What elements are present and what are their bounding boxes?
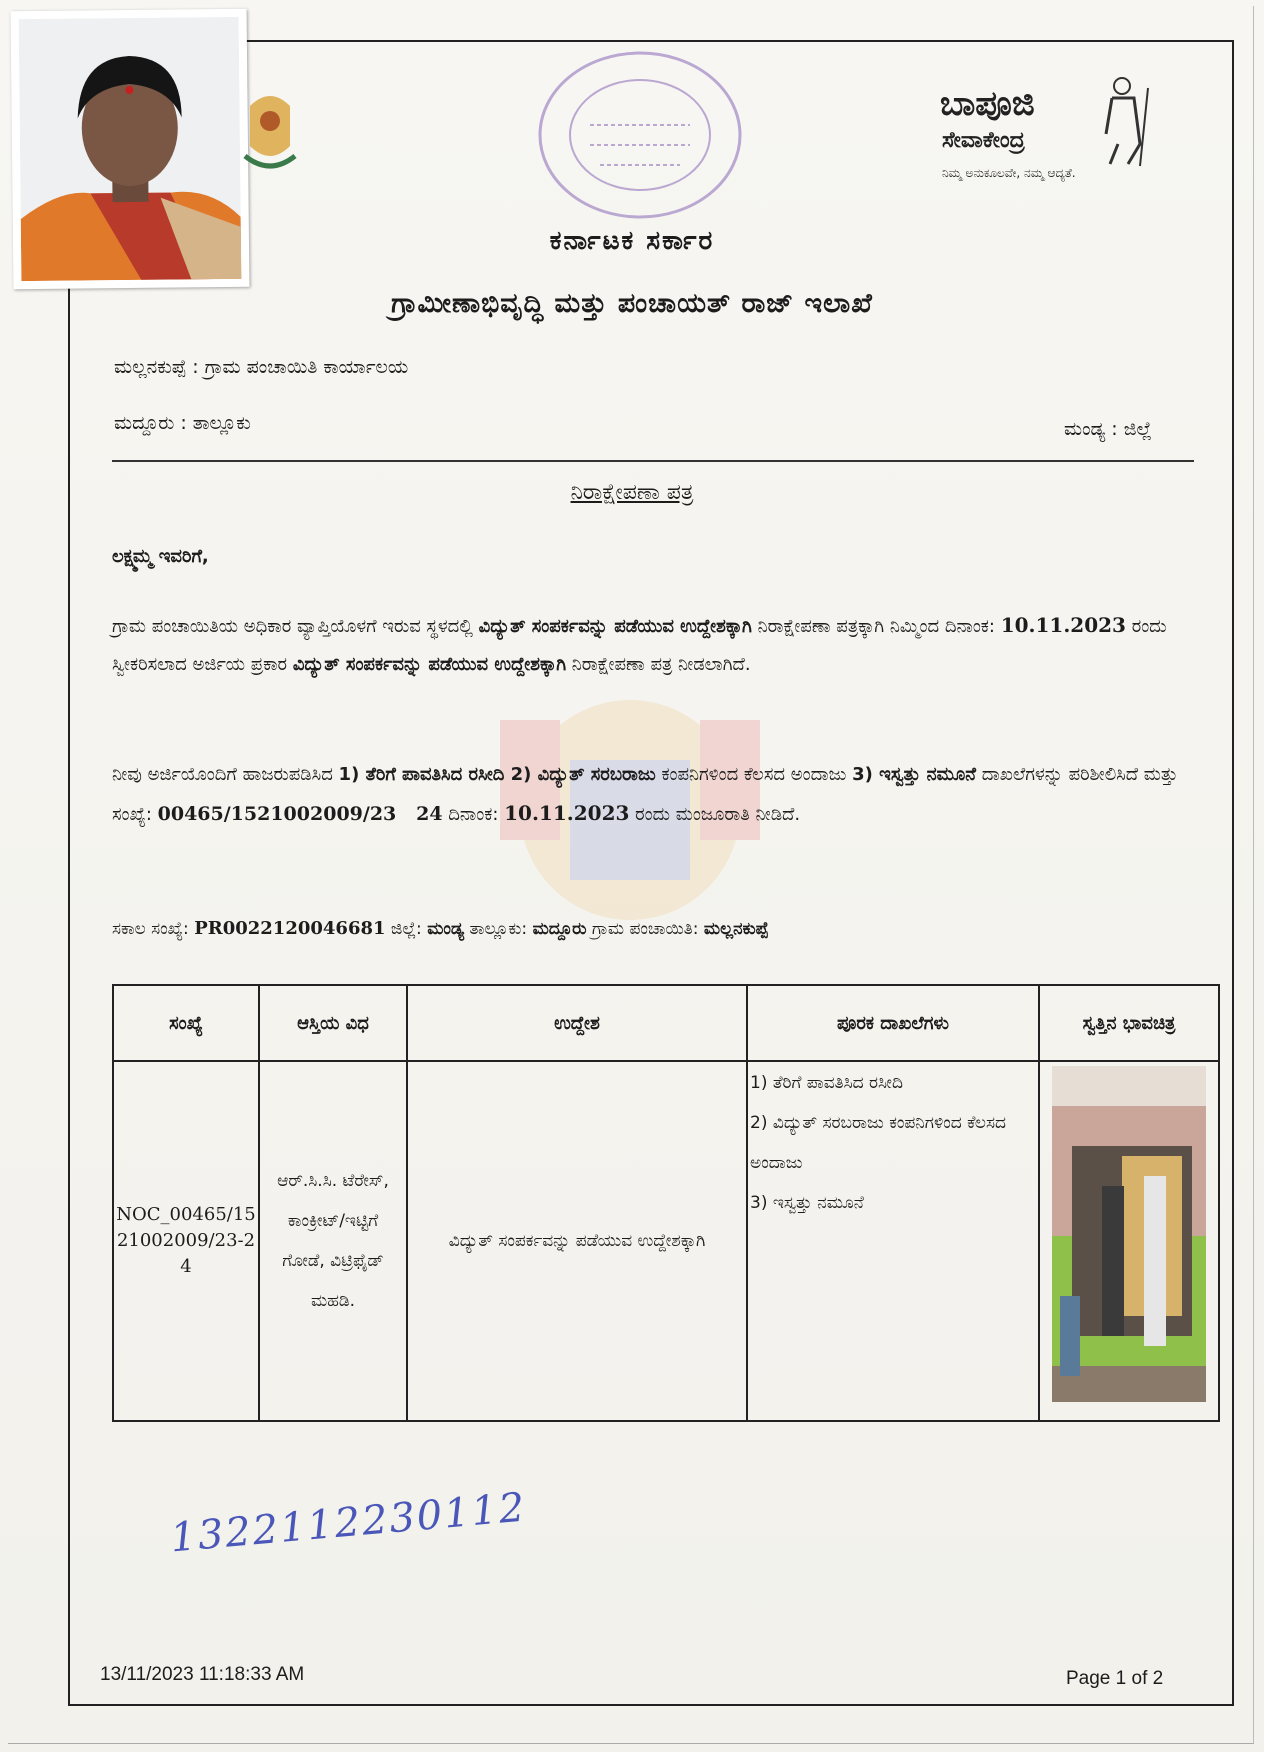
office-seal-stamp — [530, 40, 760, 234]
noc-table — [112, 984, 1220, 1422]
para1-text-c: ನಿರಾಕ್ಷೇಪಣಾ ಪತ್ರಕ್ಕಾಗಿ ನಿಮ್ಮಿಂದ ದಿನಾಂಕ: — [751, 616, 1001, 637]
para2-number: 00465/1521002009/23 24 — [157, 803, 443, 825]
sakala-taluk-label: ತಾಲ್ಲೂಕು: — [464, 919, 533, 939]
gandhi-figure-icon — [1090, 74, 1160, 169]
header-divider — [112, 460, 1194, 462]
table-row — [113, 1061, 1219, 1421]
paragraph-2 — [112, 756, 1192, 834]
para1-purpose-bold: ವಿದ್ಯುತ್ ಸಂಪರ್ಕವನ್ನು ಪಡೆಯುವ ಉದ್ದೇಶಕ್ಕಾಗಿ — [478, 616, 752, 637]
department-title: ಗ್ರಾಮೀಣಾಭಿವೃದ್ಧಿ ಮತ್ತು ಪಂಚಾಯತ್ ರಾಜ್ ಇಲಾಖೆ — [391, 288, 873, 319]
karnataka-emblem-icon — [240, 86, 300, 180]
bapuji-sevakendra-logo — [930, 74, 1160, 194]
govt-title: ಕರ್ನಾಟಕ ಸರ್ಕಾರ — [549, 226, 715, 256]
taluk-line: ಮದ್ದೂರು : ತಾಲ್ಲೂಕು — [114, 412, 251, 434]
col-header-documents: ಪೂರಕ ದಾಖಲೆಗಳು — [747, 985, 1039, 1061]
para2-text-e: ದಾಖಲೆಗಳನ್ನು ಪರಿಶೀಲಿಸಿದೆ ಮತ್ತು ಸಂಖ್ಯೆ: — [112, 764, 1178, 825]
para2-text-g: ರಂದು ಮಂಜೂರಾತಿ ನೀಡಿದೆ. — [629, 804, 801, 825]
sakala-gp-label: ಗ್ರಾಮ ಪಂಚಾಯಿತಿ: — [586, 919, 704, 939]
doc-item-2: 2) ವಿದ್ಯುತ್ ಸರಬರಾಜು ಕಂಪನಿಗಳಿಂದ ಕೆಲಸದ ಅಂದಾಜು — [750, 1113, 1006, 1173]
col-header-property-type: ಆಸ್ತಿಯ ವಿಧ — [259, 985, 407, 1061]
para2-docs-bold-2: 3) ಇಸ್ವತ್ತು ನಮೂನೆ — [852, 764, 977, 785]
office-line: ಮಲ್ಲನಕುಪ್ಪೆ : ಗ್ರಾಮ ಪಂಚಾಯಿತಿ ಕಾರ್ಯಾಲಯ — [114, 356, 409, 378]
cell-purpose: ವಿದ್ಯುತ್ ಸಂಪರ್ಕವನ್ನು ಪಡೆಯುವ ಉದ್ದೇಶಕ್ಕಾಗಿ — [407, 1061, 747, 1421]
para2-text-f: ದಿನಾಂಕ: — [442, 804, 505, 825]
table-header-row — [113, 985, 1219, 1061]
sakala-line — [112, 910, 1192, 948]
col-header-number: ಸಂಖ್ಯೆ — [113, 985, 259, 1061]
district-line: ಮಂಡ್ಯ : ಜಿಲ್ಲೆ — [1064, 418, 1152, 440]
para1-text-d: ರಂದು ಸ್ವೀಕರಿಸಲಾದ ಅರ್ಜಿಯ ಪ್ರಕಾರ — [112, 616, 1167, 675]
para2-text-a: ನೀವು ಅರ್ಜಿಯೊಂದಿಗೆ ಹಾಜರುಪಡಿಸಿದ — [112, 764, 339, 785]
para2-date: 10.11.2023 — [504, 801, 630, 825]
para1-date: 10.11.2023 — [1000, 613, 1126, 637]
logo-line2: ಸೇವಾಕೇಂದ್ರ — [942, 128, 1025, 153]
sakala-label: ಸಕಾಲ ಸಂಖ್ಯೆ: — [112, 919, 195, 939]
doc-item-3: 3) ಇಸ್ವತ್ತು ನಮೂನೆ — [750, 1193, 864, 1213]
property-photo — [1052, 1066, 1206, 1402]
cell-property-photo — [1039, 1061, 1219, 1421]
para2-text-c: ಕಂಪನಿಗಳಿಂದ ಕೆಲಸದ ಅಂದಾಜು — [655, 764, 853, 785]
footer-timestamp: 13/11/2023 11:18:33 AM — [100, 1664, 305, 1685]
subject-heading: ನಿರಾಕ್ಷೇಪಣಾ ಪತ್ರ — [570, 480, 694, 505]
handwritten-number: 1322112230112 — [168, 1484, 529, 1562]
logo-line1: ಬಾಪೂಜಿ — [940, 84, 1035, 124]
logo-tagline: ನಿಮ್ಮ ಅನುಕೂಲವೇ, ನಮ್ಮ ಆದ್ಯತೆ. — [942, 166, 1076, 180]
footer-page-number: Page 1 of 2 — [1066, 1668, 1164, 1689]
doc-item-1: 1) ತೆರಿಗೆ ಪಾವತಿಸಿದ ರಸೀದಿ — [750, 1073, 903, 1093]
col-header-property-photo: ಸ್ವತ್ತಿನ ಭಾವಚಿತ್ರ — [1039, 985, 1219, 1061]
para1-purpose-bold-2: ವಿದ್ಯುತ್ ಸಂಪರ್ಕವನ್ನು ಪಡೆಯುವ ಉದ್ದೇಶಕ್ಕಾಗಿ — [292, 654, 567, 675]
para1-text-f: ನಿರಾಕ್ಷೇಪಣಾ ಪತ್ರ ನೀಡಲಾಗಿದೆ. — [566, 654, 751, 675]
sakala-gp: ಮಲ್ಲನಕುಪ್ಪೆ — [703, 919, 769, 939]
sakala-district-label: ಜಿಲ್ಲೆ: — [385, 919, 428, 939]
cell-property-type: ಆರ್.ಸಿ.ಸಿ. ಟೆರೇಸ್, ಕಾಂಕ್ರೀಟ್/ಇಟ್ಟಿಗೆ ಗೋಡೆ, ವಿಟ್ರಿಫೈಡ್ ಮಹಡಿ. — [259, 1061, 407, 1421]
cell-noc-number: NOC_00465/1521002009/23-24 — [113, 1061, 259, 1421]
salutation: ಲಕ್ಷ್ಮಮ್ಮ ಇವರಿಗೆ, — [112, 546, 209, 567]
sakala-number: PR0022120046681 — [194, 918, 386, 939]
cell-documents — [747, 1061, 1039, 1421]
paragraph-1 — [112, 606, 1192, 684]
para2-docs-bold: 1) ತೆರಿಗೆ ಪಾವತಿಸಿದ ರಸೀದಿ 2) ವಿದ್ಯುತ್ ಸರಬರಾಜು — [338, 764, 656, 785]
para1-text-a: ಗ್ರಾಮ ಪಂಚಾಯಿತಿಯ ಅಧಿಕಾರ ವ್ಯಾಪ್ತಿಯೊಳಗೆ ಇರುವ ಸ್ಥಳದಲ್ಲಿ — [112, 616, 479, 637]
sakala-district: ಮಂಡ್ಯ — [427, 919, 465, 939]
col-header-purpose: ಉದ್ದೇಶ — [407, 985, 747, 1061]
sakala-taluk: ಮದ್ದೂರು — [532, 919, 587, 939]
